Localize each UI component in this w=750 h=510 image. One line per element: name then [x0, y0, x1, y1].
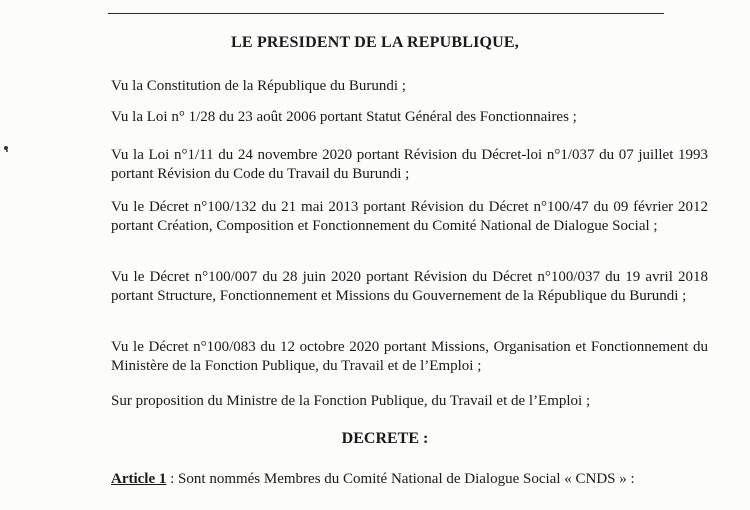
visa-decret-ministere: Vu le Décret n°100/083 du 12 octobre 2020 portant Missions, Organisation et Fonctionnement du Ministère de la Fonction Publique, du Travail et de l’Emploi ;: [111, 339, 708, 374]
visa-loi-statut: Vu la Loi n° 1/28 du 23 août 2006 portant Statut Général des Fonctionnaires ;: [111, 109, 577, 125]
proposition-ministre: Sur proposition du Ministre de la Fonction Publique, du Travail et de l’Emploi ;: [111, 393, 591, 409]
article-1-text: : Sont nommés Membres du Comité National de Dialogue Social « CNDS » :: [166, 471, 635, 487]
visa-loi-code-travail: Vu la Loi n°1/11 du 24 novembre 2020 portant Révision du Décret-loi n°1/037 du 07 juillet 1993 portant Révision du Code du Travail du Burundi ;: [111, 147, 708, 182]
article-1-label: Article 1: [111, 471, 167, 487]
document-heading: LE PRESIDENT DE LA REPUBLIQUE,: [231, 34, 519, 51]
scan-speck: [6, 150, 8, 152]
visa-decret-gouvernement: Vu le Décret n°100/007 du 28 juin 2020 portant Révision du Décret n°100/037 du 19 avril 2018 portant Structure, Fonctionnement et Missions du Gouvernement de la République du Burundi ;: [111, 269, 708, 304]
article-1: [111, 470, 731, 489]
visa-decret-cnds: Vu le Décret n°100/132 du 21 mai 2013 portant Révision du Décret n°100/47 du 09 février 2012 portant Création, Composition et Fonctionnement du Comité National de Dialogue Social ;: [111, 199, 708, 234]
top-rule: [108, 13, 664, 14]
decrete-heading: DECRETE :: [341, 430, 429, 447]
visa-constitution: Vu la Constitution de la République du Burundi ;: [111, 78, 406, 94]
